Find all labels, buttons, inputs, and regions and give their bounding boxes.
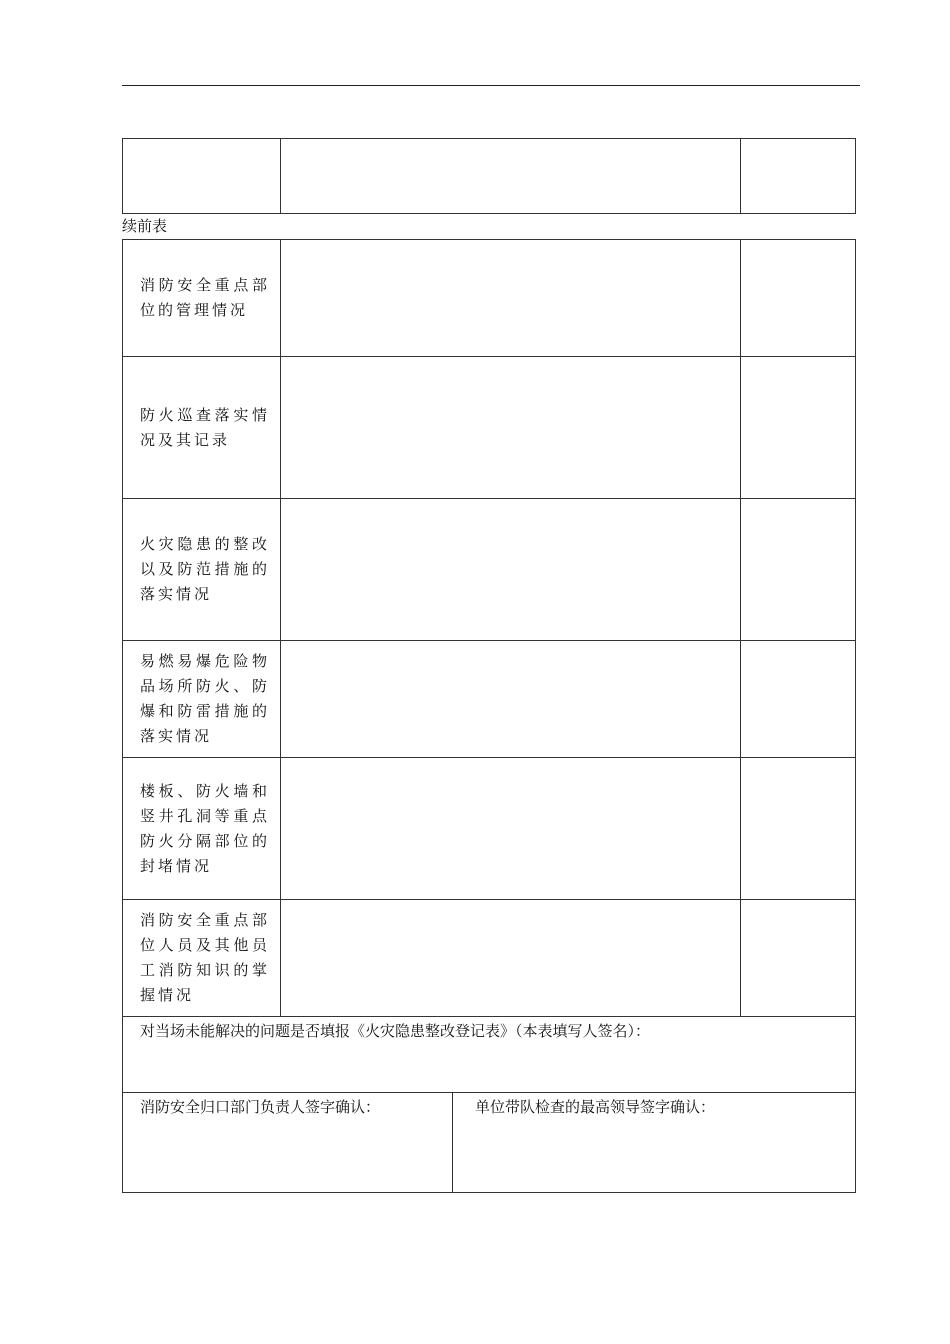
unit-leader-signature-label: 单位带队检查的最高领导签字确认：: [475, 1098, 716, 1116]
row-remark-cell[interactable]: [741, 499, 856, 641]
table-row: [123, 641, 856, 758]
unresolved-row: [123, 1017, 856, 1093]
row-content-cell[interactable]: [281, 499, 741, 641]
row-content-cell[interactable]: [281, 240, 741, 357]
continued-label: 续前表: [122, 217, 168, 235]
unresolved-note: 对当场未能解决的问题是否填报《火灾隐患整改登记表》（本表填写人签名）：: [140, 1022, 651, 1040]
row-label: 火灾隐患的整改以及防范措施的落实情况: [123, 499, 281, 641]
top-content-cell[interactable]: [281, 139, 741, 214]
table-row: [123, 900, 856, 1017]
row-label: 易燃易爆危险物品场所防火、防爆和防雷措施的落实情况: [123, 641, 281, 758]
dept-head-signature-cell[interactable]: [123, 1093, 453, 1193]
row-remark-cell[interactable]: [741, 240, 856, 357]
row-content-cell[interactable]: [281, 357, 741, 499]
top-label-cell: [123, 139, 281, 214]
previous-table-end: [122, 138, 856, 214]
dept-head-signature-label: 消防安全归口部门负责人签字确认：: [140, 1098, 381, 1116]
table-row: [123, 357, 856, 499]
header-rule: [122, 85, 860, 86]
row-label: 楼板、防火墙和竖井孔洞等重点防火分隔部位的封堵情况: [123, 758, 281, 900]
row-label: 消防安全重点部位人员及其他员工消防知识的掌握情况: [123, 900, 281, 1017]
signature-row: [123, 1093, 856, 1193]
row-content-cell[interactable]: [281, 641, 741, 758]
row-label: 消防安全重点部位的管理情况: [123, 240, 281, 357]
table-row: [123, 240, 856, 357]
row-remark-cell[interactable]: [741, 900, 856, 1017]
row-content-cell[interactable]: [281, 758, 741, 900]
row-content-cell[interactable]: [281, 900, 741, 1017]
unit-leader-signature-cell[interactable]: [453, 1093, 856, 1193]
top-remark-cell[interactable]: [741, 139, 856, 214]
row-label: 防火巡查落实情况及其记录: [123, 357, 281, 499]
row-remark-cell[interactable]: [741, 357, 856, 499]
table-row: [123, 499, 856, 641]
unresolved-note-cell[interactable]: [123, 1017, 856, 1093]
inspection-table: [122, 239, 856, 1193]
row-remark-cell[interactable]: [741, 758, 856, 900]
table-row: [123, 758, 856, 900]
row-remark-cell[interactable]: [741, 641, 856, 758]
